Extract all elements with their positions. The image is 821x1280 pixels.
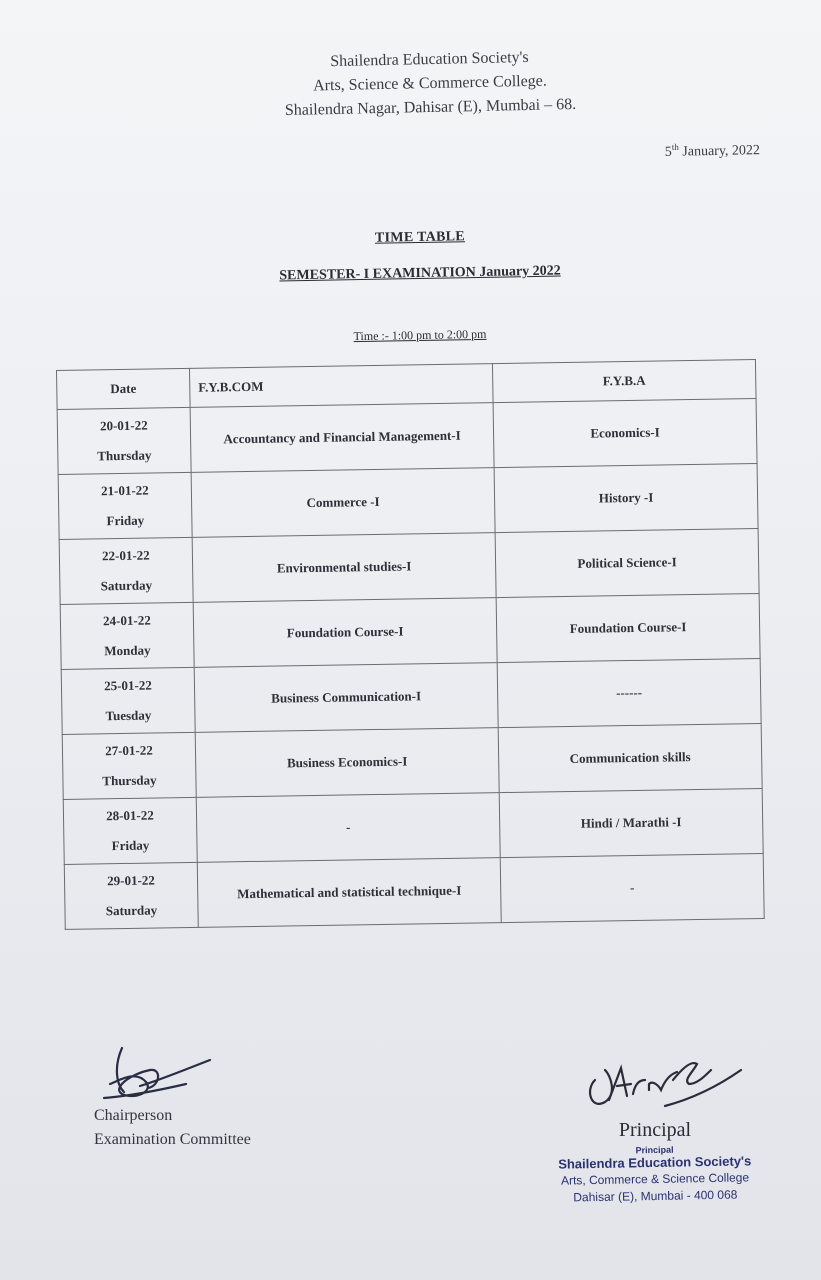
fyba-cell: Communication skills [498, 723, 762, 792]
exam-time: Time :- 1:00 pm to 2:00 pm [353, 326, 487, 344]
college-address: Shailendra Nagar, Dahisar (E), Mumbai – 68. [284, 95, 577, 120]
table-row [58, 463, 758, 539]
fybcom-cell: Foundation Course-I [193, 598, 497, 668]
college-header [199, 43, 660, 125]
principal-label: Principal [618, 1119, 692, 1141]
chairperson-signature [100, 1040, 220, 1104]
table-row [61, 658, 761, 734]
page-title: TIME TABLE [374, 229, 466, 246]
fybcom-cell: Environmental studies-I [192, 533, 496, 603]
table-row [57, 399, 757, 475]
fybcom-cell: Mathematical and statistical technique-I [197, 858, 501, 928]
table-row [64, 853, 764, 929]
fybcom-cell: Accountancy and Financial Management-I [190, 403, 494, 473]
date-cell: 27-01-22 Thursday [62, 732, 196, 799]
issue-date: 5th January, 2022 [664, 141, 761, 160]
table-row [62, 723, 762, 799]
committee-label: Examination Committee [94, 1131, 251, 1148]
date-cell: 25-01-22 Tuesday [61, 667, 195, 734]
principal-signature-block [520, 1040, 790, 1205]
exam-subtitle: SEMESTER- I EXAMINATION January 2022 [279, 263, 561, 284]
fybcom-cell: Business Communication-I [194, 663, 498, 733]
fyba-cell: Economics-I [493, 399, 757, 468]
date-cell: 29-01-22 Saturday [64, 862, 198, 929]
fybcom-cell: - [196, 793, 500, 863]
date-cell: 28-01-22 Friday [63, 797, 197, 864]
fyba-cell: ------ [497, 658, 761, 727]
college-name: Arts, Science & Commerce College. [312, 72, 548, 95]
header-fybcom: F.Y.B.COM [189, 364, 493, 408]
fyba-cell: Foundation Course-I [496, 593, 760, 662]
society-name: Shailendra Education Society's [330, 48, 529, 71]
fyba-cell: Hindi / Marathi -I [499, 788, 763, 857]
table-row [63, 788, 763, 864]
chairperson-label: Chairperson [94, 1107, 173, 1124]
table-row [60, 593, 760, 669]
fyba-cell: History -I [494, 463, 758, 532]
principal-signature [565, 1040, 745, 1120]
stamp-address: Dahisar (E), Mumbai - 400 068 [573, 1187, 738, 1205]
college-stamp [520, 1144, 791, 1208]
timetable [56, 359, 765, 930]
date-cell: 22-01-22 Saturday [59, 537, 193, 604]
table-row [59, 528, 759, 604]
fybcom-cell: Commerce -I [191, 468, 495, 538]
fyba-cell: - [500, 853, 764, 922]
date-cell: 24-01-22 Monday [60, 602, 194, 669]
header-date: Date [57, 368, 191, 409]
date-cell: 20-01-22 Thursday [57, 407, 191, 474]
stamp-principal: Principal [635, 1144, 674, 1156]
chairperson-signature-block [94, 1040, 354, 1152]
date-cell: 21-01-22 Friday [58, 472, 192, 539]
stamp-society: Shailendra Education Society's [558, 1153, 752, 1172]
header-fyba: F.Y.B.A [492, 360, 756, 403]
fyba-cell: Political Science-I [495, 528, 759, 597]
stamp-college: Arts, Commerce & Science College [560, 1170, 750, 1188]
fybcom-cell: Business Economics-I [195, 728, 499, 798]
